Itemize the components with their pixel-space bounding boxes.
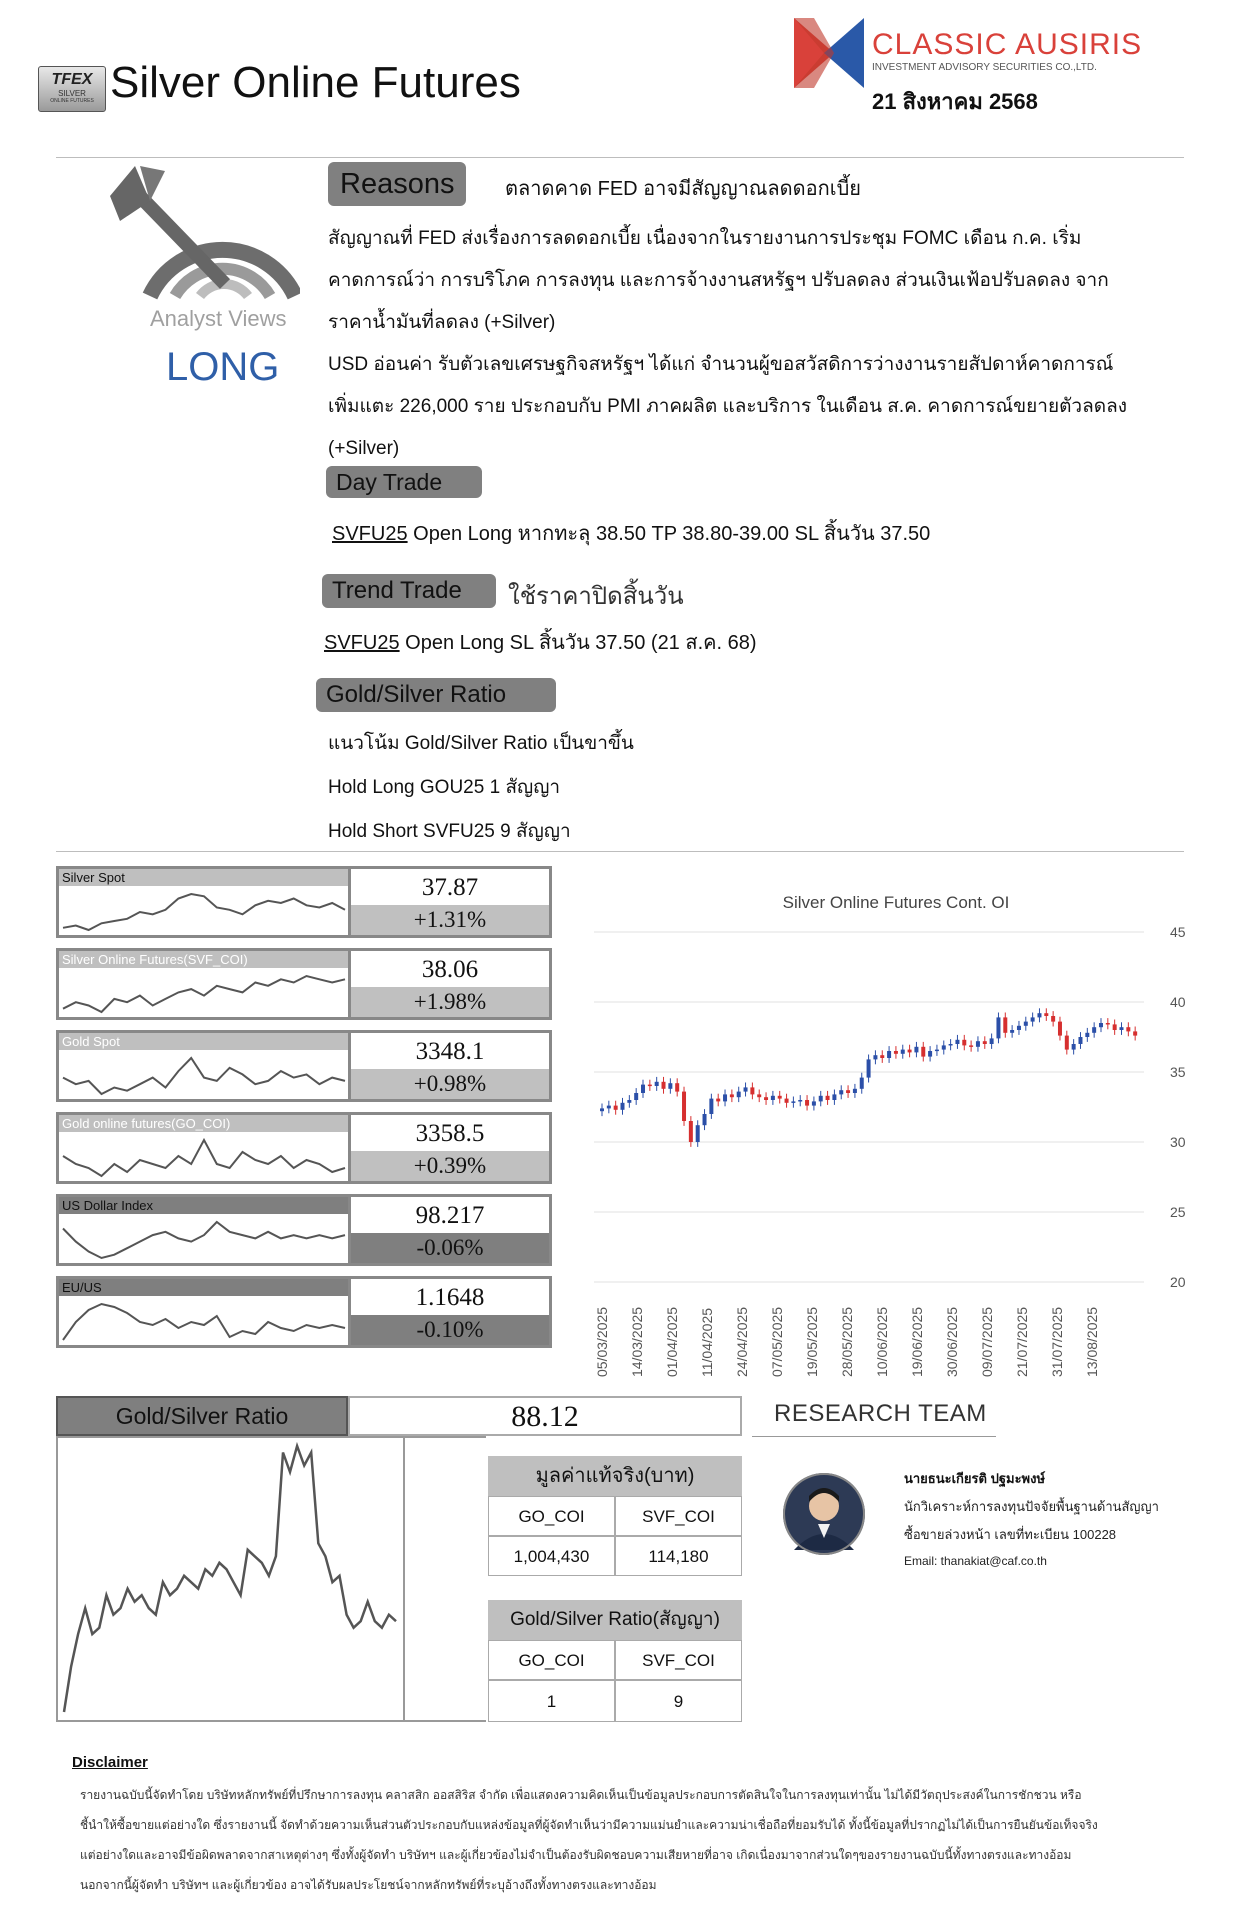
reasons-headline: ตลาดคาด FED อาจมีสัญญาณลดดอกเบี้ย <box>505 178 861 200</box>
researcher-registration: ซื้อขายล่วงหน้า เลขที่ทะเบียน 100228 <box>904 1527 1117 1542</box>
ratio-contracts-svf: 9 <box>615 1680 742 1722</box>
real-value-title: มูลค่าแท้จริง(บาท) <box>488 1456 742 1496</box>
candle-body <box>853 1089 857 1093</box>
gsr-chart <box>56 1436 486 1722</box>
research-team-label: RESEARCH TEAM <box>774 1400 987 1427</box>
tile-spark-box <box>56 1194 350 1266</box>
ratio-line: Hold Long GOU25 1 สัญญา <box>328 777 561 798</box>
researcher-role: นักวิเคราะห์การลงทุนปัจจัยพื้นฐานด้านสัญญา <box>904 1499 1159 1514</box>
researcher-email[interactable]: Email: thanakiat@caf.co.th <box>904 1554 1047 1568</box>
tile-value-box <box>348 948 552 1020</box>
tile-value-box <box>348 866 552 938</box>
y-tick-label: 45 <box>1170 924 1186 940</box>
disclaimer-line: แต่อย่างใดและอาจมีข้อผิดพลาดจากสาเหตุต่างๆ ซึ่งทั้งผู้จัดทำ บริษัทฯ และผู้เกี่ยวข้องไม่จำเป็นต้องรับผิดชอบความเสียหายที่อาจ เกิดเนื่องมาจากส่วนใดๆของรายงานฉบับนี้ทั้งทางตรงและทางอ้อม <box>80 1848 1072 1862</box>
candle-body <box>949 1044 953 1046</box>
candle-body <box>894 1051 898 1054</box>
chart-title: Silver Online Futures Cont. OI <box>782 893 1010 912</box>
avatar <box>782 1472 866 1556</box>
reasons-line: คาดการณ์ว่า การบริโภค การลงทุน และการจ้างงานสหรัฐฯ ปรับลดลง ส่วนเงินเฟ้อปรับลดลง จาก <box>328 270 1109 291</box>
tile-sparkline <box>59 886 349 934</box>
candle-body <box>1106 1023 1110 1025</box>
brand-subtitle: INVESTMENT ADVISORY SECURITIES CO.,LTD. <box>872 62 1097 73</box>
x-tick-label: 10/06/2025 <box>874 1306 890 1377</box>
sparkline-line <box>63 1058 345 1094</box>
tile-value: 38.06 <box>421 956 479 983</box>
candle-body <box>1031 1017 1035 1021</box>
candle-body <box>709 1099 713 1114</box>
market-tile <box>56 866 552 938</box>
tile-value-box <box>348 1276 552 1348</box>
candle-body <box>1065 1036 1069 1050</box>
candle-body <box>955 1040 959 1044</box>
candle-body <box>785 1099 789 1103</box>
candle-body <box>737 1092 741 1098</box>
candle-body <box>819 1096 823 1102</box>
real-value-svf: 114,180 <box>615 1536 742 1576</box>
candle-body <box>600 1108 604 1111</box>
y-tick-label: 25 <box>1170 1204 1186 1220</box>
x-tick-label: 14/03/2025 <box>629 1306 645 1377</box>
candle-body <box>621 1103 625 1110</box>
x-tick-label: 09/07/2025 <box>979 1306 995 1377</box>
candle-body <box>832 1094 836 1100</box>
tile-label: US Dollar Index <box>59 1197 350 1214</box>
reasons-line: USD อ่อนค่า รับตัวเลขเศรษฐกิจสหรัฐฯ ได้แก่ จำนวนผู้ขอสวัสดิการว่างงานรายสัปดาห์คาดการณ์ <box>328 354 1114 375</box>
candle-body <box>1017 1026 1021 1030</box>
ratio-contracts-header-svf: SVF_COI <box>615 1640 742 1680</box>
gsr-value: 88.12 <box>348 1396 742 1436</box>
tile-value-box <box>348 1030 552 1102</box>
x-tick-label: 11/04/2025 <box>699 1307 715 1377</box>
tfex-logo <box>38 66 106 112</box>
candle-body <box>1126 1027 1130 1031</box>
real-value-table <box>488 1456 742 1576</box>
day-trade-label: Day Trade <box>326 466 482 498</box>
candle-body <box>990 1038 994 1044</box>
tile-value: 3358.5 <box>415 1120 485 1147</box>
x-tick-label: 07/05/2025 <box>769 1306 785 1377</box>
candle-body <box>928 1051 932 1057</box>
trend-trade-note: ใช้ราคาปิดสิ้นวัน <box>508 583 684 610</box>
candle-body <box>730 1094 734 1097</box>
tile-sparkline <box>59 1214 349 1262</box>
page-title: Silver Online Futures <box>110 58 521 107</box>
candle-body <box>662 1082 666 1089</box>
tile-change: +0.39% <box>351 1151 549 1181</box>
tfex-logo-sub: SILVER <box>58 89 86 98</box>
tile-change: +1.31% <box>351 905 549 935</box>
candle-body <box>942 1045 946 1049</box>
disclaimer-line: รายงานฉบับนี้จัดทำโดย บริษัทหลักทรัพย์ที่ปรึกษาการลงทุน คลาสสิก ออสสิริส จำกัด เพื่อแสดงความคิดเห็นเป็นข้อมูลประกอบการตัดสินใจในการลงทุนเท่านั้น ไม่ได้มีวัตถุประสงค์ในการชักชวน หรือ <box>80 1788 1082 1802</box>
tile-spark-box <box>56 1030 350 1102</box>
tile-value: 3348.1 <box>415 1038 485 1065</box>
tfex-logo-text: TFEX <box>51 71 93 88</box>
reasons-line: เพิ่มแตะ 226,000 ราย ประกอบกับ PMI ภาคผลิต และบริการ ในเดือน ส.ค. คาดการณ์ขยายตัวลดลง <box>328 396 1127 417</box>
candle-body <box>1119 1027 1123 1030</box>
target-icon <box>110 166 300 301</box>
candle-body <box>839 1090 843 1094</box>
tile-label: Gold online futures(GO_COI) <box>59 1115 350 1132</box>
candle-body <box>826 1096 830 1100</box>
divider <box>752 1436 996 1437</box>
market-tile <box>56 1030 552 1102</box>
candle-body <box>798 1100 802 1102</box>
tile-spark-box <box>56 1276 350 1348</box>
candle-body <box>703 1114 707 1125</box>
tile-sparkline <box>59 1296 349 1344</box>
candle-body <box>648 1085 652 1087</box>
candle-body <box>887 1051 891 1058</box>
candle-body <box>614 1106 618 1110</box>
candle-body <box>1024 1022 1028 1026</box>
main-chart <box>556 862 1196 1382</box>
candle-body <box>682 1092 686 1121</box>
candle-body <box>764 1097 768 1100</box>
candle-body <box>1085 1033 1089 1037</box>
tile-change: -0.10% <box>351 1315 549 1345</box>
gsr-label: Gold/Silver Ratio <box>56 1396 348 1436</box>
sparkline-line <box>63 1140 345 1176</box>
x-tick-label: 31/07/2025 <box>1049 1306 1065 1377</box>
trend-trade-text <box>324 626 757 658</box>
divider <box>56 157 1184 158</box>
real-value-go: 1,004,430 <box>488 1536 615 1576</box>
sparkline-line <box>63 1222 345 1258</box>
candle-body <box>791 1101 795 1103</box>
candle-body <box>1037 1013 1041 1017</box>
tile-sparkline <box>59 968 349 1016</box>
candle-body <box>668 1083 672 1089</box>
x-tick-label: 28/05/2025 <box>839 1306 855 1377</box>
candle-body <box>805 1100 809 1106</box>
candle-body <box>812 1101 816 1105</box>
candle-body <box>1113 1024 1117 1030</box>
candle-body <box>655 1082 659 1086</box>
x-tick-label: 01/04/2025 <box>664 1306 680 1377</box>
y-tick-label: 40 <box>1170 994 1186 1010</box>
ratio-contracts-title: Gold/Silver Ratio(สัญญา) <box>488 1600 742 1640</box>
tile-spark-box <box>56 948 350 1020</box>
candle-body <box>996 1017 1000 1038</box>
market-tile <box>56 1112 552 1184</box>
candle-body <box>873 1055 877 1059</box>
ratio-line: แนวโน้ม Gold/Silver Ratio เป็นขาขึ้น <box>328 733 634 754</box>
ratio-contracts-table <box>488 1600 742 1722</box>
y-tick-label: 35 <box>1170 1064 1186 1080</box>
candle-body <box>1044 1013 1048 1016</box>
candle-body <box>757 1094 761 1097</box>
candle-body <box>634 1093 638 1100</box>
tile-label: Silver Spot <box>59 869 350 886</box>
real-value-header-svf: SVF_COI <box>615 1496 742 1536</box>
day-trade-symbol: SVFU25 <box>332 523 408 545</box>
candle-body <box>744 1087 748 1091</box>
disclaimer-title: Disclaimer <box>72 1754 148 1771</box>
candle-body <box>1072 1044 1076 1050</box>
disclaimer-line: ชี้นำให้ซื้อขายแต่อย่างใด ซึ่งรายงานนี้ จัดทำด้วยความเห็นส่วนตัวประกอบกับแหล่งข้อมูลที่ผู้จัดทำเห็นว่ามีความแม่นยำและความน่าเชื่อถือที่ยอมรับได้ ทั้งนี้ข้อมูลที่ปรากฏไม่ได้เป็นการยืนยันข้อเท็จจริง <box>80 1818 1098 1832</box>
market-tile <box>56 1194 552 1266</box>
analyst-view-long: LONG <box>166 345 280 389</box>
tile-change: +0.98% <box>351 1069 549 1099</box>
candle-body <box>716 1099 720 1102</box>
tile-sparkline <box>59 1132 349 1180</box>
candle-body <box>880 1055 884 1058</box>
sparkline-line <box>63 894 345 930</box>
analyst-views-label: Analyst Views <box>150 306 287 331</box>
candle-body <box>1078 1037 1082 1044</box>
candle-body <box>983 1041 987 1044</box>
sparkline-line <box>63 976 345 1012</box>
x-tick-label: 30/06/2025 <box>944 1306 960 1377</box>
candle-body <box>901 1050 905 1054</box>
gsr-chart-frame <box>57 1437 486 1721</box>
candle-body <box>1092 1027 1096 1033</box>
sparkline-line <box>63 1304 345 1340</box>
candle-body <box>750 1087 754 1094</box>
trend-trade-detail: Open Long SL สิ้นวัน 37.50 (21 ส.ค. 68) <box>399 632 757 654</box>
tile-label: EU/US <box>59 1279 350 1296</box>
candle-body <box>675 1083 679 1091</box>
candle-body <box>641 1085 645 1093</box>
tile-change: +1.98% <box>351 987 549 1017</box>
ratio-line: Hold Short SVFU25 9 สัญญา <box>328 821 571 842</box>
candle-body <box>627 1100 631 1103</box>
market-tile <box>56 1276 552 1348</box>
x-tick-label: 05/03/2025 <box>594 1306 610 1377</box>
reasons-body <box>328 218 1208 470</box>
report-date: 21 สิงหาคม 2568 <box>872 89 1038 114</box>
candle-body <box>1003 1017 1007 1032</box>
tile-label: Silver Online Futures(SVF_COI) <box>59 951 350 968</box>
candle-body <box>969 1045 973 1047</box>
trend-trade-label: Trend Trade <box>322 574 496 608</box>
tile-value: 98.217 <box>415 1202 485 1229</box>
ratio-contracts-go: 1 <box>488 1680 615 1722</box>
candle-body <box>607 1106 611 1109</box>
brand-logo-icon <box>794 18 864 88</box>
candle-body <box>846 1090 850 1093</box>
tile-spark-box <box>56 866 350 938</box>
candle-body <box>1051 1016 1055 1022</box>
tfex-logo-sub2: ONLINE FUTURES <box>50 98 94 104</box>
tile-value-box <box>348 1194 552 1266</box>
candle-body <box>1133 1031 1137 1035</box>
candle-body <box>696 1125 700 1142</box>
tile-value: 1.1648 <box>415 1284 485 1311</box>
researcher-name: นายธนะเกียรติ ปฐมะพงษ์ <box>904 1471 1046 1486</box>
x-tick-label: 19/05/2025 <box>804 1306 820 1377</box>
candle-body <box>921 1047 925 1057</box>
candle-body <box>914 1047 918 1053</box>
disclaimer-line: นอกจากนี้ผู้จัดทำ บริษัทฯ และผู้เกี่ยวข้อง อาจได้รับผลประโยชน์จากหลักทรัพย์ที่ระบุอ้างถึงทั้งทางตรงและทางอ้อม <box>80 1878 657 1892</box>
candle-body <box>778 1096 782 1099</box>
ratio-contracts-header-go: GO_COI <box>488 1640 615 1680</box>
candle-body <box>771 1096 775 1100</box>
candle-body <box>1010 1030 1014 1033</box>
tile-label: Gold Spot <box>59 1033 350 1050</box>
x-tick-label: 24/04/2025 <box>734 1306 750 1377</box>
gold-silver-ratio-label: Gold/Silver Ratio <box>316 678 556 712</box>
candle-body <box>867 1059 871 1077</box>
y-tick-label: 20 <box>1170 1274 1186 1290</box>
disclaimer-body <box>80 1780 1190 1900</box>
reasons-line: (+Silver) <box>328 438 400 459</box>
gold-silver-ratio-body <box>328 722 1028 854</box>
candle-body <box>689 1121 693 1142</box>
x-tick-label: 13/08/2025 <box>1084 1306 1100 1377</box>
divider <box>56 851 1184 852</box>
candle-body <box>860 1078 864 1089</box>
tile-sparkline <box>59 1050 349 1098</box>
y-tick-label: 30 <box>1170 1134 1186 1150</box>
candle-body <box>1058 1022 1062 1036</box>
candle-body <box>723 1094 727 1101</box>
reasons-line: ราคาน้ำมันที่ลดลง (+Silver) <box>328 312 556 333</box>
x-tick-label: 21/07/2025 <box>1014 1306 1030 1377</box>
candle-body <box>1099 1023 1103 1027</box>
trend-trade-symbol: SVFU25 <box>324 632 400 654</box>
reasons-line: สัญญาณที่ FED ส่งเรื่องการลดดอกเบี้ย เนื่องจากในรายงานการประชุม FOMC เดือน ก.ค. เริ่ม <box>328 228 1082 249</box>
market-tile <box>56 948 552 1020</box>
x-tick-label: 19/06/2025 <box>909 1306 925 1377</box>
reasons-label: Reasons <box>328 162 466 206</box>
candle-body <box>935 1050 939 1052</box>
tile-change: -0.06% <box>351 1233 549 1263</box>
day-trade-detail: Open Long หากทะลุ 38.50 TP 38.80-39.00 SL สิ้นวัน 37.50 <box>407 523 931 545</box>
candle-body <box>976 1041 980 1047</box>
tile-value-box <box>348 1112 552 1184</box>
brand-name: CLASSIC AUSIRIS <box>872 28 1143 61</box>
candle-body <box>908 1050 912 1053</box>
candle-body <box>962 1040 966 1046</box>
tile-value: 37.87 <box>421 874 479 901</box>
tile-spark-box <box>56 1112 350 1184</box>
day-trade-text <box>332 517 930 549</box>
real-value-header-go: GO_COI <box>488 1496 615 1536</box>
